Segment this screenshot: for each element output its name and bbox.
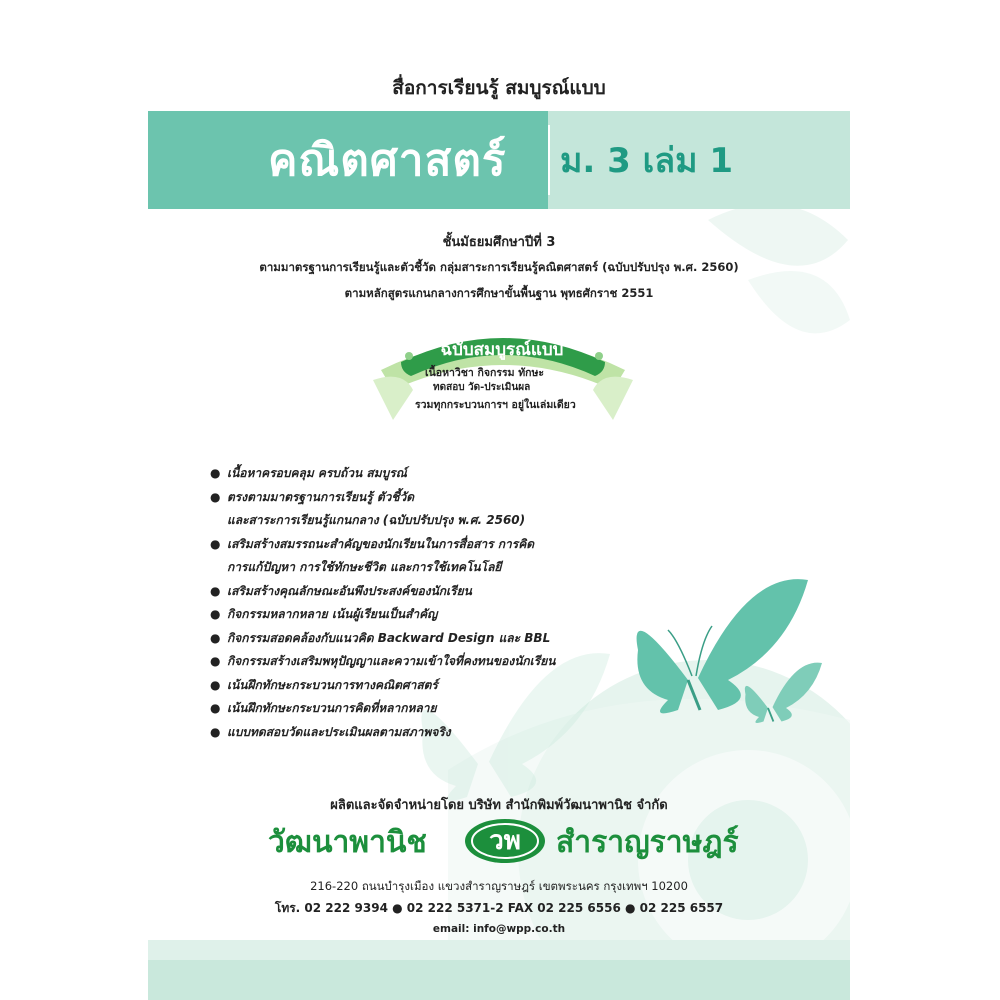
title-band (148, 111, 850, 209)
feature-list (210, 462, 670, 744)
publisher-address: 216-220 ถนนบำรุงเมือง แขวงสำราญราษฎร์ เขตพระนคร กรุงเทพฯ 10200 (310, 879, 688, 893)
list-item: การแก้ปัญหา การใช้ทักษะชีวิต และการใช้เทคโนโลยี (227, 560, 502, 574)
badge-title: ฉบับสมบูรณ์แบบ (440, 340, 564, 360)
list-item: ● เน้นฝึกทักษะกระบวนการคิดที่หลากหลาย (210, 697, 670, 721)
badge-line-2: ทดสอบ วัด-ประเมินผล (433, 382, 531, 393)
list-item: ● เนื้อหาครอบคลุม ครบถ้วน สมบูรณ์ (210, 462, 670, 486)
divider (548, 125, 550, 195)
bullet-dot-icon: ● (210, 654, 221, 668)
list-item: และสาระการเรียนรู้แกนกลาง (ฉบับปรับปรุง พ.ศ. 2560) (227, 513, 526, 527)
publisher-logo (462, 817, 548, 865)
list-item: ● ตรงตามมาตรฐานการเรียนรู้ ตัวชี้วัด (210, 486, 670, 510)
bullet-dot-icon: ● (210, 677, 221, 692)
complete-edition-badge (373, 320, 633, 435)
list-item: ● กิจกรรมสอดคล้องกับแนวคิด Backward Design และ BBL (210, 627, 670, 651)
list-item: ● เน้นฝึกทักษะกระบวนการทางคณิตศาสตร์ (210, 674, 670, 698)
curriculum-line: ตามหลักสูตรแกนกลางการศึกษาขั้นพื้นฐาน พุทธศักราช 2551 (344, 286, 654, 300)
publisher-brand (268, 817, 738, 867)
brand-name-left: วัฒนาพานิช (268, 825, 427, 860)
publisher-email: email: info@wpp.co.th (432, 923, 566, 935)
list-item: ● เสริมสร้างสมรรถนะสำคัญของนักเรียนในการสื่อสาร การคิด (210, 533, 670, 557)
bullet-dot-icon: ● (210, 489, 221, 504)
list-item: ● แบบทดสอบวัดและประเมินผลตามสภาพจริง (210, 721, 670, 745)
bullet-dot-icon: ● (210, 583, 221, 598)
grade-volume: ม. 3 เล่ม 1 (560, 141, 734, 181)
bullet-dot-icon: ● (210, 701, 221, 715)
bullet-dot-icon: ● (210, 466, 221, 480)
list-item: ● กิจกรรมหลากหลาย เน้นผู้เรียนเป็นสำคัญ (210, 603, 670, 627)
book-cover (148, 0, 850, 1000)
logo-text: วพ (489, 826, 521, 856)
bullet-dot-icon: ● (210, 607, 221, 621)
bullet-dot-icon: ● (210, 630, 221, 645)
bullet-dot-icon: ● (210, 536, 221, 551)
subject-title: คณิตศาสตร์ (268, 135, 507, 186)
badge-line-1: เนื้อหาวิชา กิจกรรม ทักษะ (425, 367, 545, 379)
publisher-line: ผลิตและจัดจำหน่ายโดย บริษัท สำนักพิมพ์วัฒนาพานิช จำกัด (330, 798, 668, 813)
bullet-dot-icon: ● (210, 724, 221, 739)
brand-name-right: สำราญราษฎร์ (556, 825, 739, 860)
publisher-phone: โทร. 02 222 9394 ● 02 222 5371-2 FAX 02 225 6556 ● 02 225 6557 (274, 901, 724, 915)
list-item: ● กิจกรรมสร้างเสริมพหุปัญญาและความเข้าใจที่คงทนของนักเรียน (210, 650, 670, 674)
standard-line: ตามมาตรฐานการเรียนรู้และตัวชี้วัด กลุ่มสาระการเรียนรู้คณิตศาสตร์ (ฉบับปรับปรุง พ.ศ. 2560) (259, 260, 739, 274)
list-item: ● เสริมสร้างคุณลักษณะอันพึงประสงค์ของนักเรียน (210, 580, 670, 604)
grade-level: ชั้นมัธยมศึกษาปีที่ 3 (442, 235, 556, 250)
series-title: สื่อการเรียนรู้ สมบูรณ์แบบ (392, 77, 606, 99)
badge-line-3: รวมทุกกระบวนการฯ อยู่ในเล่มเดียว (415, 399, 576, 411)
